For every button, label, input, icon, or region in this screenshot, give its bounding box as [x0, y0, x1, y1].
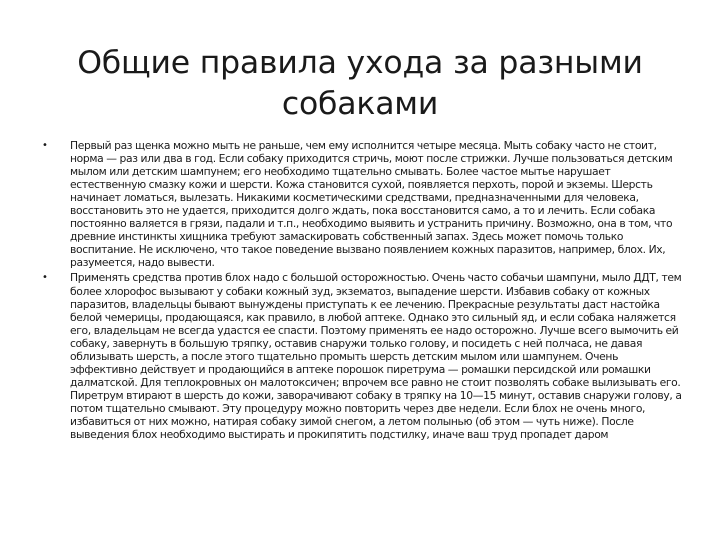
slide-title	[36, 43, 684, 126]
bullet-list	[36, 139, 684, 443]
slide-title-line-1: Общие правила ухода за разными	[77, 45, 643, 82]
bullet-text-flea-treatment: Применять средства против блох надо с большой осторожностью. Очень часто собачьи шампуни, мыло ДДТ, тем более хлорофос вызывают у собаки кожный зуд, экзематоз, выпадение шерсти. Избавив собаку от кожных паразитов, владельцы бывают вынуждены приступать к ее лечению. Прекрасные результаты даст настойка белой чемерицы, продающаяся, как правило, в любой аптеке. Однако это сильный яд, и если собака наляжется его, владельцам не всегда удастся ее спасти. Поэтому применять ее надо осторожно. Лучше всего вымочить ей собаку, завернуть в большую тряпку, оставив снаружи только голову, и посидеть с ней полчаса, не давая облизывать шерсть, а после этого тщательно промыть шерсть детским мылом или шампунем. Очень эффективно действует и продающийся в аптеке порошок пиретрума — ромашки персидской или ромашки далматской. Для теплокровных он малотоксичен; впрочем все равно не стоит позволять собаке вылизывать его. Пиретрум втирают в шерсть до кожи, заворачивают собаку в тряпку на 10—15 минут, оставив снаружи голову, а потом тщательно смывают. Эту процедуру можно повторить через две недели. Если блох не очень много, избавиться от них можно, натирая собаку зимой снегом, а летом полынью (об этом — чуть ниже). После выведения блох необходимо выстирать и прокипятить подстилку, иначе ваш труд пропадет даром	[70, 271, 682, 442]
bullet-item-bathing	[36, 139, 684, 269]
bullet-text-bathing: Первый раз щенка можно мыть не раньше, чем ему исполнится четыре месяца. Мыть собаку часто не стоит, норма — раз или два в год. Если собаку приходится стричь, моют после стрижки. Лучше пользоваться детским мылом или детским шампунем; его необходимо тщательно смывать. Более частое мытье нарушает естественную смазку кожи и шерсти. Кожа становится сухой, появляется перхоть, порой и экземы. Шерсть начинает ломаться, вылезать. Никакими косметическими средствами, предназначенными для человека, восстановить это не удается, приходится долго ждать, пока восстановится само, а то и лечить. Если собака постоянно валяется в грязи, падали и т.п., необходимо выявить и устранить причину. Возможно, она в том, что древние инстинкты хищника требуют замаскировать собственный запах. Здесь может помочь только воспитание. Не исключено, что такое поведение вызвано появлением кожных паразитов, например, блох. Их, разумеется, надо вывести.	[70, 139, 673, 270]
bullet-marker: •	[42, 140, 48, 151]
bullet-marker: •	[42, 272, 48, 284]
slide-title-line-2: собаками	[281, 86, 439, 123]
bullet-item-flea-treatment	[36, 271, 684, 441]
